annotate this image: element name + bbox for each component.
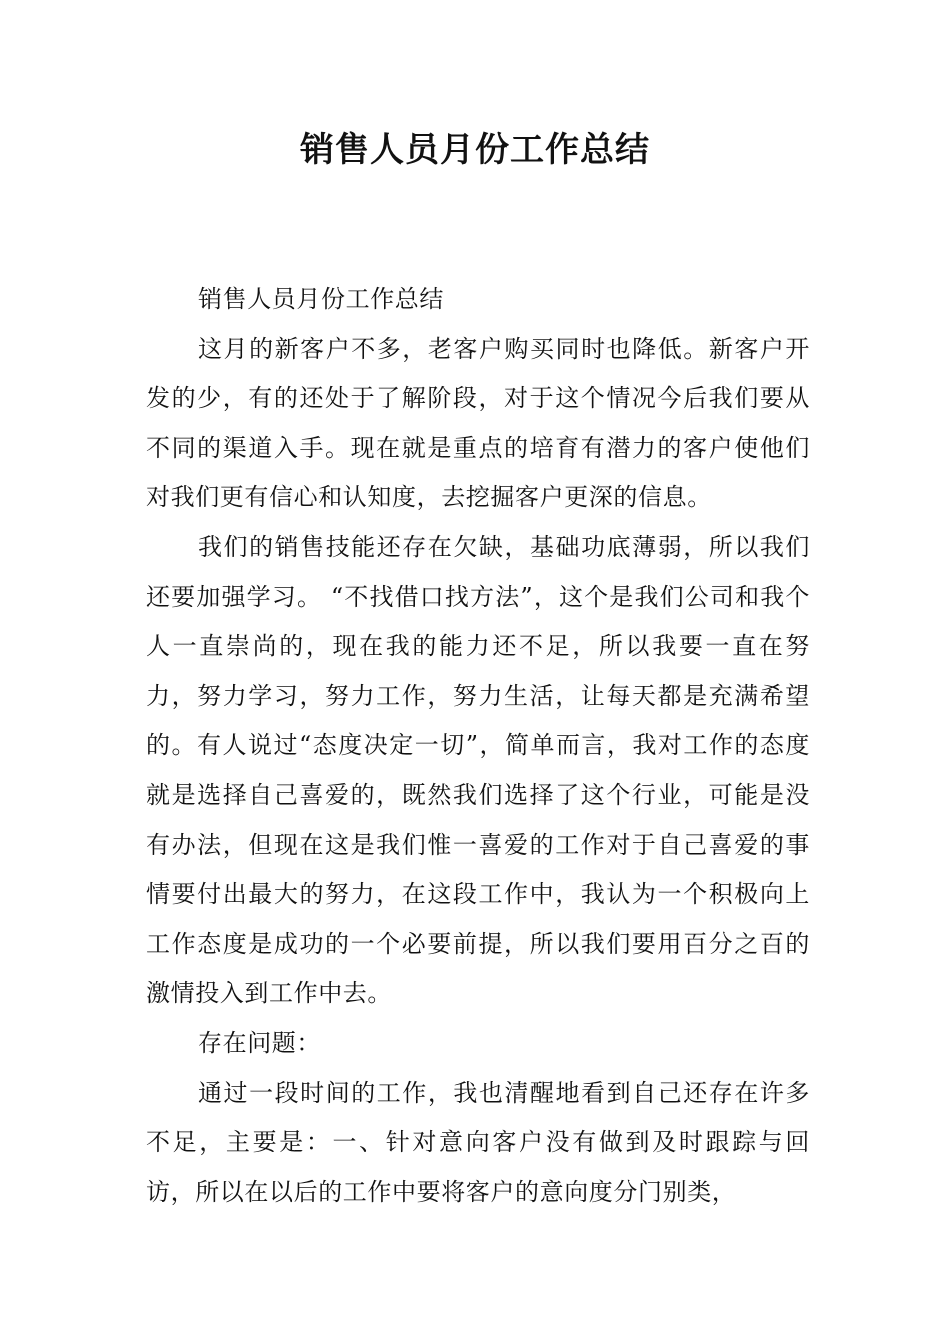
document-body (146, 275, 810, 1217)
paragraph-sales-skills: 我们的销售技能还存在欠缺，基础功底薄弱，所以我们还要加强学习。 “不找借口找方法”，这个是我们公司和我个人一直崇尚的，现在我的能力还不足，所以我要一直在努力，努力学习，努力工作，努力生活，让每天都是充满希望的。有人说过“态度决定一切”，简单而言，我对工作的态度就是选择自己喜爱的，既然我们选择了这个行业，可能是没有办法，但现在这是我们惟一喜爱的工作对于自己喜爱的事情要付出最大的努力，在这段工作中，我认为一个积极向上工作态度是成功的一个必要前提，所以我们要用百分之百的激情投入到工作中去。 (146, 532, 810, 1008)
paragraph-heading-repeat: 销售人员月份工作总结 (198, 285, 444, 313)
paragraph-shortcomings: 通过一段时间的工作，我也清醒地看到自己还存在许多不足，主要是：一、针对意向客户没有做到及时跟踪与回访，所以在以后的工作中要将客户的意向度分门别类， (146, 1078, 810, 1206)
paragraph-problems-heading: 存在问题： (198, 1028, 321, 1057)
paragraph-new-customers: 这月的新客户不多，老客户购买同时也降低。新客户开发的少，有的还处于了解阶段，对于这个情况今后我们要从不同的渠道入手。现在就是重点的培育有潜力的客户使他们对我们更有信心和认知度，去挖掘客户更深的信息。 (146, 334, 810, 512)
document-title: 销售人员月份工作总结 (300, 130, 650, 170)
